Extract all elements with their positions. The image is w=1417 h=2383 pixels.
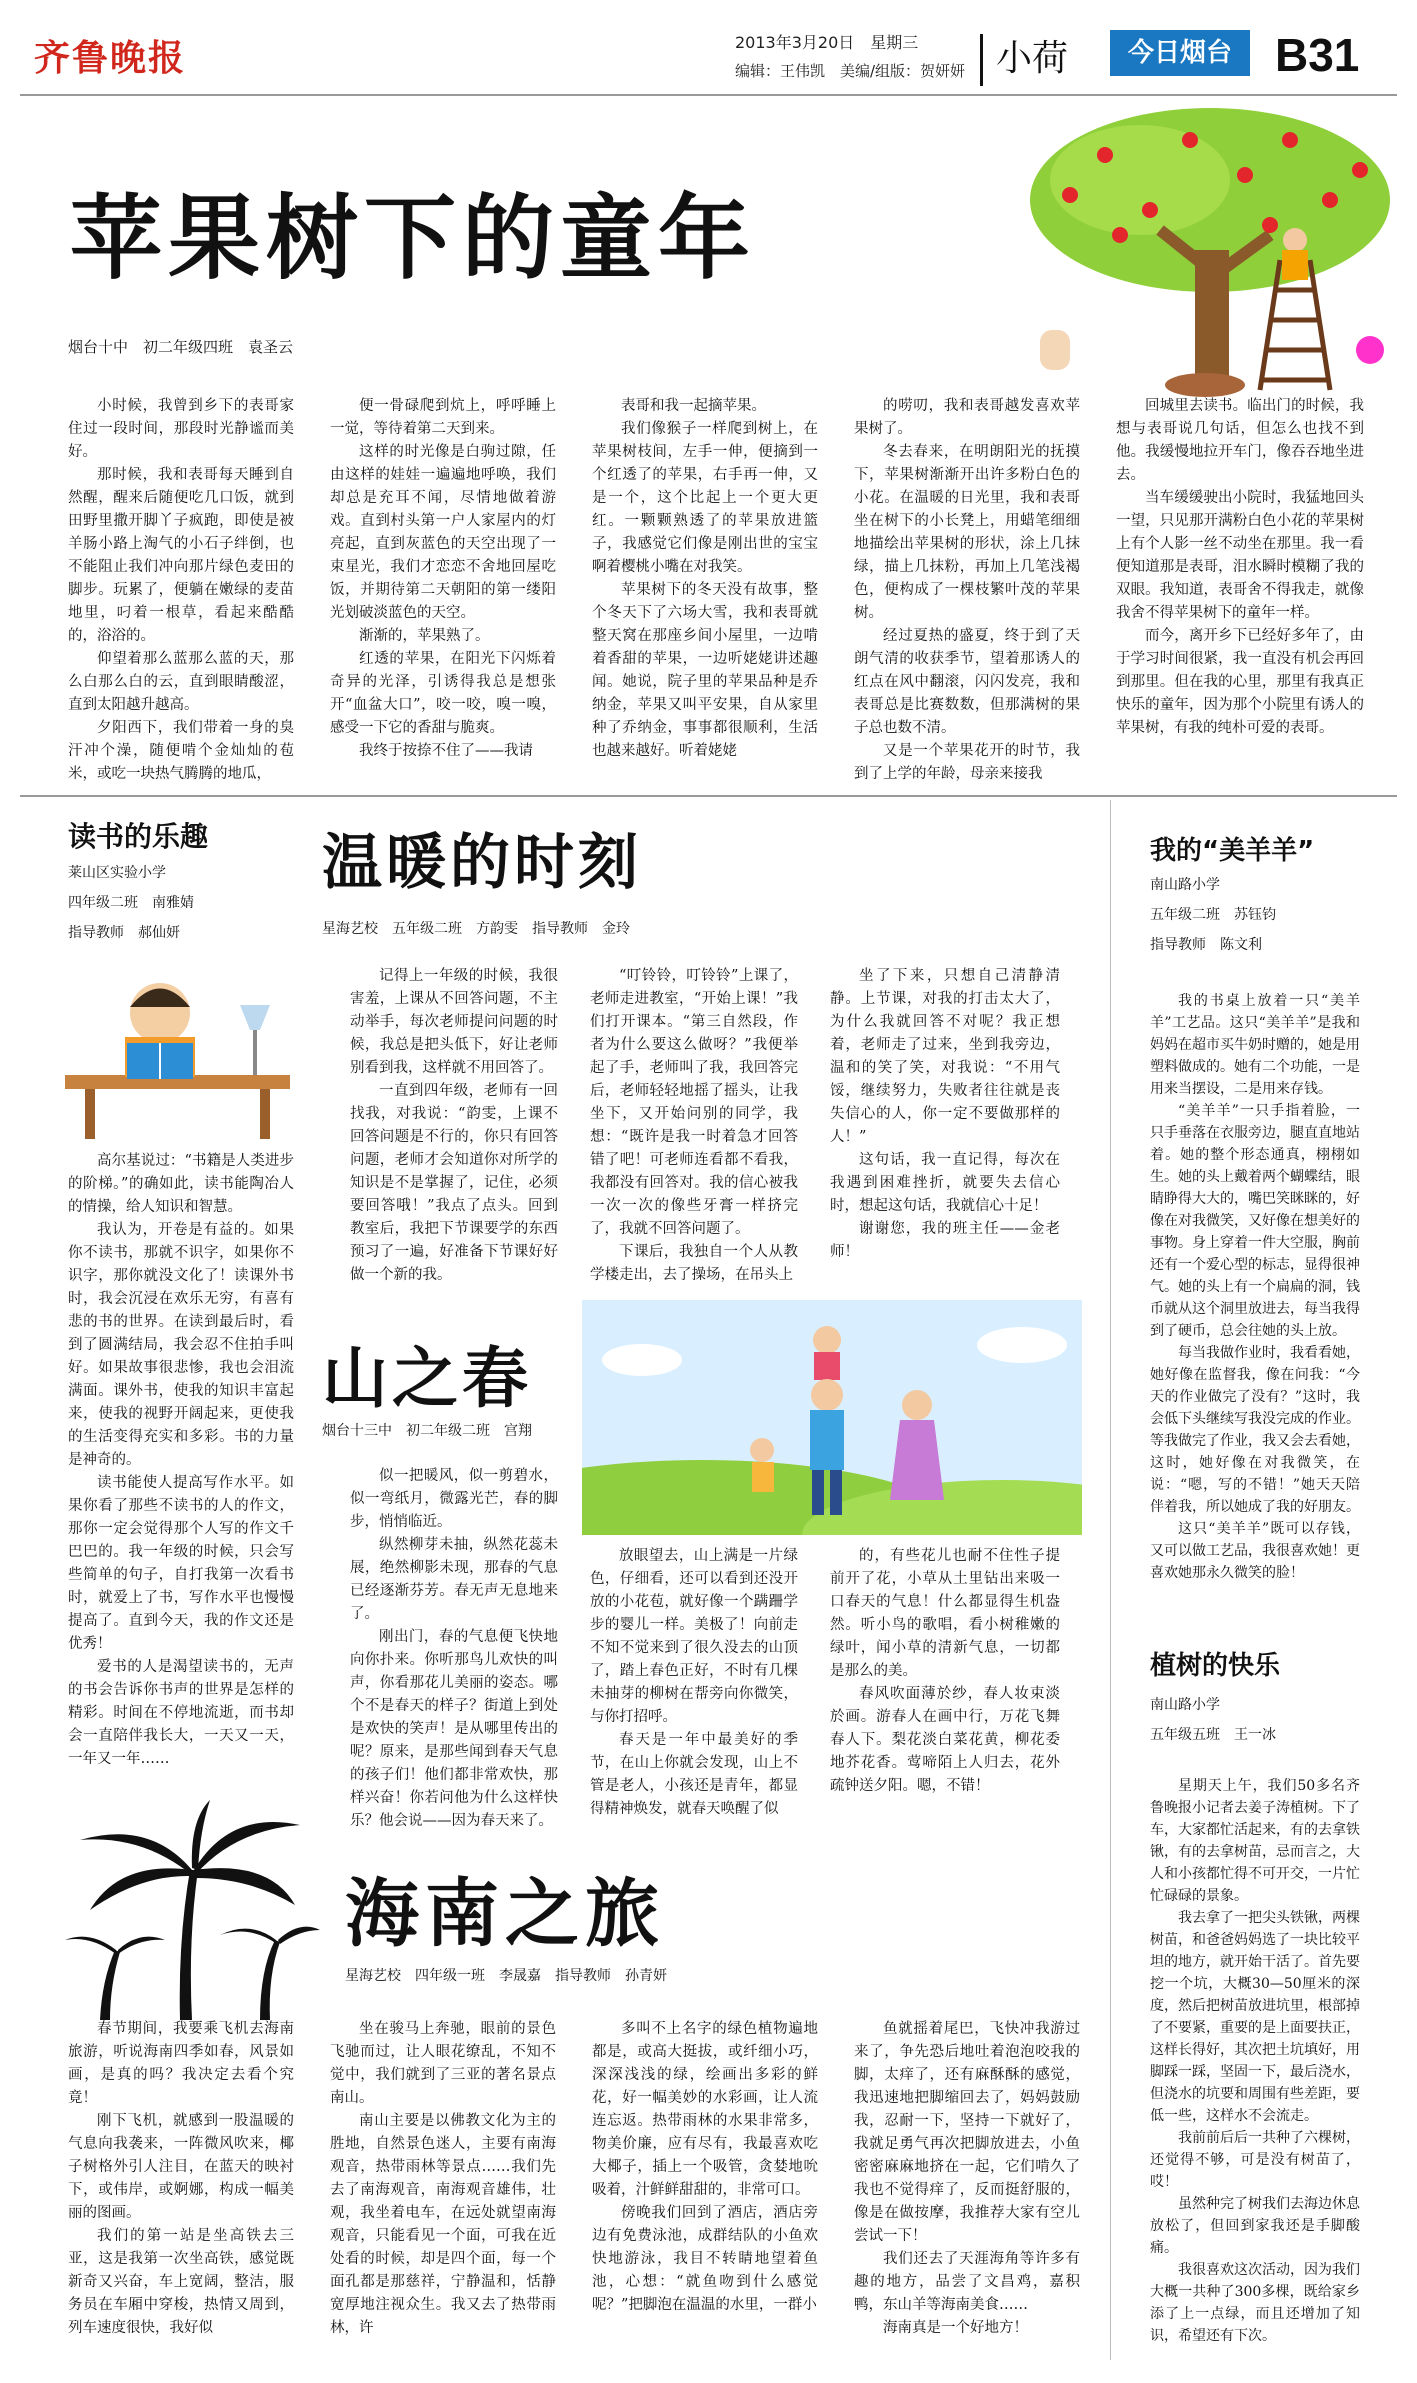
sheep-meta [1150,870,1276,960]
headline-tree: 植树的快乐 [1150,1651,1281,1681]
desk-lamp [240,1005,270,1030]
apple-column-4: 的唠叨，我和表哥越发喜欢苹果树了。 冬去春来，在明朗阳光的抚摸下，苹果树渐渐开出许多粉白色的小花。在温暖的日光里，我和表哥坐在树下的小长凳上，用蜡笔细细地描绘出苹果树的形状，涂上几抹绿，描上几抹粉，再加上几笔浅褐色，便构成了一棵枝繁叶茂的苹果树。 经过夏热的盛夏，终于到了天朗气清的收获季节，望着那诱人的红点在风中翻滚，闪闪发亮，我和表哥总是比赛数数，但那满树的果子总也数不清。 又是一个苹果花开的时节，我到了上学的年龄，母亲来接我 [854,398,1080,782]
newspaper-logo: 齐鲁晚报 [34,37,187,79]
headline-warm: 温暖的时刻 [322,828,642,898]
palm-silhouettes [65,1800,320,2020]
mother-figure [902,1390,932,1420]
hainan-column-1: 春节期间，我要乘飞机去海南旅游，听说海南四季如春，风景如画，是真的吗？我决定去看个究竟！ 刚下飞机，就感到一股温暖的气息向我袭来，一阵微风吹来，椰子树格外引人注目，在蓝天的映衬下，或伟岸，或婀娜，构成一幅美丽的图画。 我们的第一站是坐高铁去三亚，这是我第一次坐高铁，感觉既新奇又兴奋，车上宽阔，整洁，服务员在车厢中穿梭，热情又周到，列车速度很快，我好似 [68,2021,294,2336]
headline-hainan: 海南之旅 [345,1871,665,1957]
small-child [750,1438,774,1462]
sheep-text: 我的书桌上放着一只“美羊羊”工艺品。这只“美羊羊”是我和妈妈在超市买牛奶时赠的，她是用塑料做成的。她有二个功能，一是用来当摆设，二是用来存钱。 “美羊羊”一只手指着脸，一只手垂落在衣服旁边，腿直直地站着。她的整个形态通真，栩栩如生。她的头上戴着两个蝴蝶结，眼睛睁得大大的，嘴巴笑眯眯的，好像在对我微笑，又好像在想美好的事物。身上穿着一件大空服，胸前还有一个爱心型的标志，显得很神气。她的头上有一个扁扁的洞，钱币就从这个洞里放进去，每当我得到了硬币，总会往她的头上放。 每当我做作业时，我看看她，她好像在监督我，像在问我：“今天的作业做完了没有？”这时，我会低下头继续写我没完成的作业。等我做完了作业，我又会去看她，这时，她好像在对我微笑，在说：“嗯，写的不错！”她天天陪伴着我，所以她成了我的好朋友。 这只“美羊羊”既可以存钱，又可以做工艺品，我很喜欢她！更喜欢她那永久微笑的脸！ [1150,993,1360,1581]
page-number: B31 [1275,29,1360,81]
family-walk-illustration [582,1300,1082,1535]
section-name: 小荷 [996,38,1069,79]
section-rule [20,795,1397,797]
headline-sheep: 我的“美羊羊” [1150,836,1315,866]
child-shirt [1282,250,1308,280]
cloud [602,1344,682,1376]
headline-apple: 苹果树下的童年 [70,185,757,292]
sheep-school: 南山路小学 [1150,877,1220,893]
mountain-column-3: 的，有些花儿也耐不住性子提前开了花，小草从土里钻出来吸一口春天的气息！什么都显得生机盎然。听小鸟的歌唱，看小树稚嫩的绿叶，闻小草的清新气息，一切都是那么的美。 春风吹面薄於纱，春人妆束淡於画。游春人在画中行，万花飞舞春人下。梨花淡白菜花黄，柳花委地芥花香。莺啼陌上人归去，花外疏钟送夕阳。嗯，不错！ [830,1548,1060,1794]
apple-tree-illustration [1010,100,1400,400]
header-rule [20,94,1397,96]
apple-column-2: 便一骨碌爬到炕上，呼呼睡上一觉，等待着第二天到来。 这样的时光像是白驹过隙，任由这样的娃娃一遍遍地呼唤，我们却总是充耳不闻，尽情地做着游戏。直到村头第一户人家屋内的灯亮起，直到灰蓝色的天空出现了一束星光，我们才恋恋不舍地回屋吃饭，并期待第二天朝阳的第一缕阳光划破淡蓝色的天空。 渐渐的，苹果熟了。 红透的苹果，在阳光下闪烁着奇异的光泽，引诱得我总是想张开“血盆大口”，咬一咬，嗅一嗅，感受一下它的香甜与脆爽。 我终于按捺不住了——我请 [330,398,556,759]
mountain-column-1: 似一把暖风，似一剪碧水，似一弯纸月，微露光芒，春的脚步，悄悄临近。 纵然柳芽未抽，纵然花蕊未展，绝然柳影未现，那春的气息已经逐渐芬芳。春无声无息地来了。 刚出门，春的气息便飞快地向你扑来。你听那鸟儿欢快的叫声，你看那花儿美丽的姿态。哪个不是春天的样子？街道上到处是欢快的笑声！是从哪里传出的呢？原来，是那些闻到春天气息的孩子们！他们都非常欢快，那样兴奋！你若问他为什么这样快乐？他会说——因为春天来了。 [350,1468,558,1829]
tree-school: 南山路小学 [1150,1697,1220,1713]
father-figure [811,1379,843,1411]
sheep-author: 五年级二班 苏钰钧 [1150,907,1276,923]
tree-canopy-light [1050,125,1230,235]
girl-figure [1356,336,1384,364]
hainan-column-4: 鱼就摇着尾巴，飞快冲我游过来了，争先恐后地吐着泡泡咬我的脚，太痒了，还有麻酥酥的感觉，我迅速地把脚缩回去了，妈妈鼓励我，忍耐一下，坚持一下就好了，我就足勇气再次把脚放进去，小鱼密密麻麻地挤在一起，它们啃久了我也不觉得痒了，反而挺舒服的，像是在做按摩，我推荐大家有空儿尝试一下！ 我们还去了天涯海角等许多有趣的地方，品尝了文昌鸡，嘉积鸭，东山羊等海南美食…… 海南真是一个好地方！ [854,2021,1080,2336]
mountain-column-2: 放眼望去，山上满是一片绿色，仔细看，还可以看到还没开放的小花苞，就好像一个蹒跚学步的婴儿一样。美极了！向前走不知不觉来到了很久没去的山顶了，踏上春色正好，不时有几棵未抽芽的柳树在帮旁向你微笑，与你打招呼。 春天是一年中最美好的季节，在山上你就会发现，山上不管是老人，小孩还是青年，都显得精神焕发，就春天唤醒了似 [590,1548,798,1817]
child-on-shoulders [813,1326,841,1354]
apple-column-1: 小时候，我曾到乡下的表哥家住过一段时间，那段时光静谧而美好。 那时候，我和表哥每天睡到自然醒，醒来后随便吃几口饭，就到田野里撒开脚丫子疯跑，即使是被羊肠小路上淘气的小石子绊倒，也不能阻止我们冲向那片绿色麦田的脚步。玩累了，便躺在嫩绿的麦苗地里，叼着一根草，看起来酷酷的，浴浴的。 仰望着那么蓝那么蓝的天，那么白那么白的云，直到眼睛酸涩，直到太阳越升越高。 夕阳西下，我们带着一身的臭汗冲个澡，随便啃个金灿灿的苞米，或吃一块热气腾腾的地瓜， [68,398,294,782]
apple-column-5: 回城里去读书。临出门的时候，我想与表哥说几句话，但怎么也找不到他。我缓慢地拉开车门，像吞吞地坐进去。 当车缓缓驶出小院时，我猛地回头一望，只见那开满粉白色小花的苹果树上有个人影一丝不动坐在那里。我一看便知道那是表哥，泪水瞬时模糊了我的双眼。我知道，表哥舍不得我走，就像我舍不得苹果树下的童年一样。 而今，离开乡下已经好多年了，由于学习时间很紧，我一直没有机会再回到那里。但在我的心里，那里有我真正快乐的童年，因为那个小院里有诱人的苹果树，有我的纯朴可爱的表哥。 [1116,398,1364,736]
child-figure [1283,228,1307,252]
reading-school: 莱山区实验小学 [68,865,166,881]
tree-meta [1150,1690,1276,1750]
warm-column-2: “叮铃铃，叮铃铃”上课了，老师走进教室，“开始上课！”我们打开课本。“第三自然段，作者为什么要这么做呀？”我便举起了手，老师叫了我，我回答完后，老师轻轻地摇了摇头，让我坐下，又开始问别的同学，我想：“既许是我一时着急才回答错了吧！可老师连看都不看我，我都没有回答对。我的信心被我一次一次的像些牙膏一样挤完了，我就不回答问题了。 下课后，我独自一个人从教学楼走出，去了操场，在吊头上 [590,968,798,1283]
byline-hainan: 星海艺校 四年级一班 李晟嘉 指导教师 孙青妍 [345,1968,667,1984]
issue-date: 2013年3月20日 星期三 [735,33,919,52]
tree-author: 五年级五班 王一冰 [1150,1727,1276,1743]
byline-apple: 烟台十中 初二年级四班 袁圣云 [68,338,294,356]
warm-column-3: 坐了下来，只想自己清静清静。上节课，对我的打击太大了，为什么我就回答不对呢？我正想着，老师走了过来，坐到我旁边，温和的笑了笑，对我说：“不用气馁，继续努力，失败者往往就是丧失信心的人，你一定不要做那样的人！” 这句话，我一直记得，每次在我遇到困难挫折，就要失去信心时，想起这句话，我就信心十足！ 谢谢您，我的班主任——金老师！ [830,968,1060,1260]
editor-credit: 编辑：王伟凯 美编/组版：贺妍妍 [735,62,966,80]
small-animal [1040,330,1070,370]
headline-mountain: 山之春 [322,1340,532,1417]
apple-column-3: 表哥和我一起摘苹果。 我们像猴子一样爬到树上，在苹果树枝间，左手一伸，便摘到一个红透了的苹果，右手再一伸，又是一个，这个比起上一个更大更红。一颗颗熟透了的苹果放进篮子，我感觉它们像是刚出世的宝宝啊着樱桃小嘴在对我笑。 苹果树下的冬天没有故事，整个冬天下了六场大雪，我和表哥就整天窝在那座乡间小屋里，一边啃着香甜的苹果，一边听姥姥讲述趣闻。她说，院子里的苹果品种是乔纳金，苹果又叫平安果，自从家里种了乔纳金，事事都很顺利，生活也越来越好。听着姥姥 [592,398,818,759]
byline-warm: 星海艺校 五年级二班 方韵雯 指导教师 金玲 [322,921,630,937]
hainan-column-3: 多叫不上名字的绿色植物遍地都是，或高大挺拔，或纤细小巧，深深浅浅的绿，绘画出多彩的鲜花，好一幅美妙的水彩画，让人流连忘返。热带雨林的水果非常多，物美价廉，应有尽有，我最喜欢吃大椰子，插上一个吸管，贪婪地吮吸着，汁鲜鲜甜甜的，非常可口。 傍晚我们回到了酒店，酒店旁边有免费泳池，成群结队的小鱼欢快地游泳，我目不转睛地望着鱼池，心想：“就鱼吻到什么感觉呢？”把脚泡在温温的水里，一群小 [592,2021,818,2313]
headline-reading: 读书的乐趣 [68,820,209,853]
byline-mountain: 烟台十三中 初二年级二班 宫翔 [322,1423,532,1439]
reading-teacher: 指导教师 郝仙妍 [68,925,180,941]
apple-basket [1165,373,1245,397]
palm-trees-illustration [60,1800,320,2020]
header-divider [980,34,983,86]
section-tab: 今日烟台 [1110,30,1250,76]
boy-hair [130,989,190,1008]
reading-text: 高尔基说过：“书籍是人类进步的阶梯。”的确如此，读书能陶冶人的情操，给人知识和智慧。 我认为，开卷是有益的。如果你不读书，那就不识字，如果你不识字，那你就没文化了！读课外书时，我会沉浸在欢乐无穷，有喜有悲的书的世界。在读到最后时，看到了圆满结局，我会忍不住拍手叫好。如果故事很悲惨，我也会泪流满面。课外书，使我的知识丰富起来，使我的视野开阔起来，更使我的生活变得充实和多彩。书的力量是神奇的。 读书能使人提高写作水平。如果你看了那些不读书的人的作文，那你一定会觉得那个人写的作文千巴巴的。我一年级的时候，只会写些简单的句子，自打我第一次看书时，就爱上了书，写作水平也慢慢提高了。直到今天，我的作文还是优秀！ 爱书的人是渴望读书的，无声的书会告诉你书声的世界是怎样的精彩。时间在不停地流逝，而书却会一直陪伴我长大，一天又一天，一年又一年…… [68,1153,294,1767]
reading-author: 四年级二班 南雅婧 [68,895,194,911]
reading-boy-illustration [65,965,295,1140]
tree-text: 星期天上午，我们50多名齐鲁晚报小记者去姜子涛植树。下了车，大家都忙活起来，有的去拿铁锹，有的去拿树苗，忌而言之，大人和小孩都忙得不可开交，一片忙忙碌碌的景象。 我去拿了一把尖头铁锹，两棵树苗，和爸爸妈妈选了一块比较平坦的地方，就开始干活了。首先要挖一个坑，大概30—50厘米的深度，然后把树苗放进坑里，根部掉了不要紧，重要的是上面要扶正，这样长得好，其次把土坑填好，用脚踩一踩，坚固一下，最后浇水，但浇水的坑要和周围有些差距，要低一些，这样水不会流走。 我前前后后一共种了六棵树，还觉得不够，可是没有树苗了，哎！ 虽然种完了树我们去海边休息放松了，但回到家我还是手脚酸痛。 我很喜欢这次活动，因为我们大概一共种了300多棵，既给家乡添了上一点绿，而且还增加了知识，希望还有下次。 [1150,1778,1360,2344]
warm-column-1: 记得上一年级的时候，我很害羞，上课从不回答问题，不主动举手，每次老师提问问题的时候，我总是把头低下，好让老师别看到我，这样就不用回答了。 一直到四年级，老师有一回找我，对我说：“韵雯，上课不回答问题是不行的，你只有回答问题，老师才会知道你对所学的知识是不是掌握了，记住，必须要回答哦！”我点了点头。回到教室后，我把下节课要学的东西预习了一遍，好准备下节课好好做一个新的我。 [350,968,558,1283]
hainan-column-2: 坐在骏马上奔驰，眼前的景色飞驰而过，让人眼花缭乱，不知不觉中，我们就到了三亚的著名景点南山。 南山主要是以佛教文化为主的胜地，自然景色迷人，主要有南海观音，热带雨林等景点……我们先去了南海观音，南海观音雄伟，壮观，我坐着电车，在远处就望南海观音，只能看见一个面，可我在近处看的时候，却是四个面，每一个面孔都是那慈祥，宁静温和，恬静宽厚地注视众生。我又去了热带雨林，许 [330,2021,556,2336]
reading-meta [68,858,194,948]
sheep-teacher: 指导教师 陈文利 [1150,937,1262,953]
column-separator [1110,800,1111,2360]
